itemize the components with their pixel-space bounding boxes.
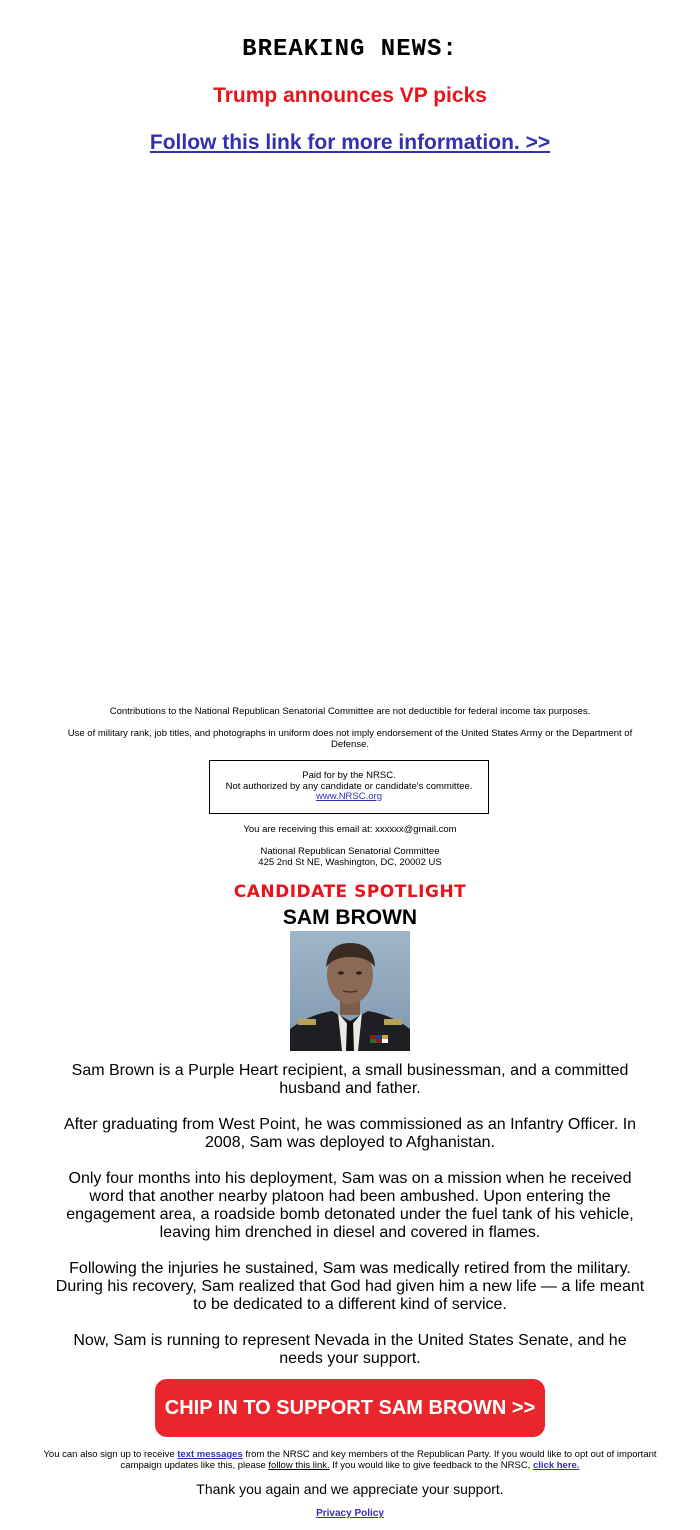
tax-disclaimer: Contributions to the National Republican Senatorial Committee are not deductible for federal income tax purposes. [109,706,591,717]
privacy-policy-link[interactable]: Privacy Policy [316,1508,384,1519]
candidate-spotlight-label: CANDIDATE SPOTLIGHT [233,882,467,902]
footer-text-2: from the NRSC and key members of the Republican Party. If you would like to opt out of important campaign updates like this, please [120,1449,657,1471]
paid-for-box [209,760,489,814]
military-disclaimer: Use of military rank, job titles, and photographs in uniform does not imply endorsement of the United States Army or the Department of Defense. [67,728,633,750]
candidate-name: SAM BROWN [282,906,418,929]
follow-link[interactable]: Follow this link for more information. >> [149,131,551,154]
footer-text-3: If you would like to give feedback to the NRSC, [329,1460,533,1471]
bio-paragraph-3: Only four months into his deployment, Sam was on a mission when he received word that another nearby platoon had been ambushed. Upon entering the engagement area, a roadside bomb detonated under the fuel tank of his vehicle, leaving him drenched in diesel and covered in flames. [66,1170,634,1241]
opt-out-link[interactable]: follow this link. [268,1460,330,1471]
bio-paragraph-2: After graduating from West Point, he was commissioned as an Infantry Officer. In 2008, Sam was deployed to Afghanistan. [63,1116,637,1151]
org-address: 425 2nd St NE, Washington, DC, 20002 US [258,857,442,868]
paid-line-1: Paid for by the NRSC. [302,770,396,781]
paid-line-2: Not authorized by any candidate or candidate's committee. [225,780,473,792]
follow-link-container [0,131,700,155]
privacy-container [0,1508,700,1519]
footer-notice [40,1449,660,1471]
bio-paragraph-1: Sam Brown is a Purple Heart recipient, a small businessman, and a committed husband and father. [71,1062,629,1097]
bio-paragraph-4: Following the injuries he sustained, Sam was medically retired from the military. During his recovery, Sam realized that God had given him a new life — a life meant to be dedicated to a different kind of service. [55,1260,645,1313]
donate-button[interactable]: CHIP IN TO SUPPORT SAM BROWN >> [155,1379,545,1437]
thanks-text: Thank you again and we appreciate your support. [196,1481,504,1497]
text-messages-link[interactable]: text messages [177,1449,243,1460]
candidate-photo [290,931,410,1051]
feedback-link[interactable]: click here. [532,1460,580,1471]
headline: Trump announces VP picks [213,84,487,107]
footer-text-1: You can also sign up to receive [43,1449,178,1460]
receiving-email: You are receiving this email at: xxxxxx@gmail.com [243,824,457,835]
breaking-news-title: BREAKING NEWS: [242,36,458,63]
bio-paragraph-5: Now, Sam is running to represent Nevada in the United States Senate, and he needs your support. [73,1332,627,1367]
org-name: National Republican Senatorial Committee [260,846,440,857]
nrsc-site-link[interactable]: www.NRSC.org [316,791,382,802]
